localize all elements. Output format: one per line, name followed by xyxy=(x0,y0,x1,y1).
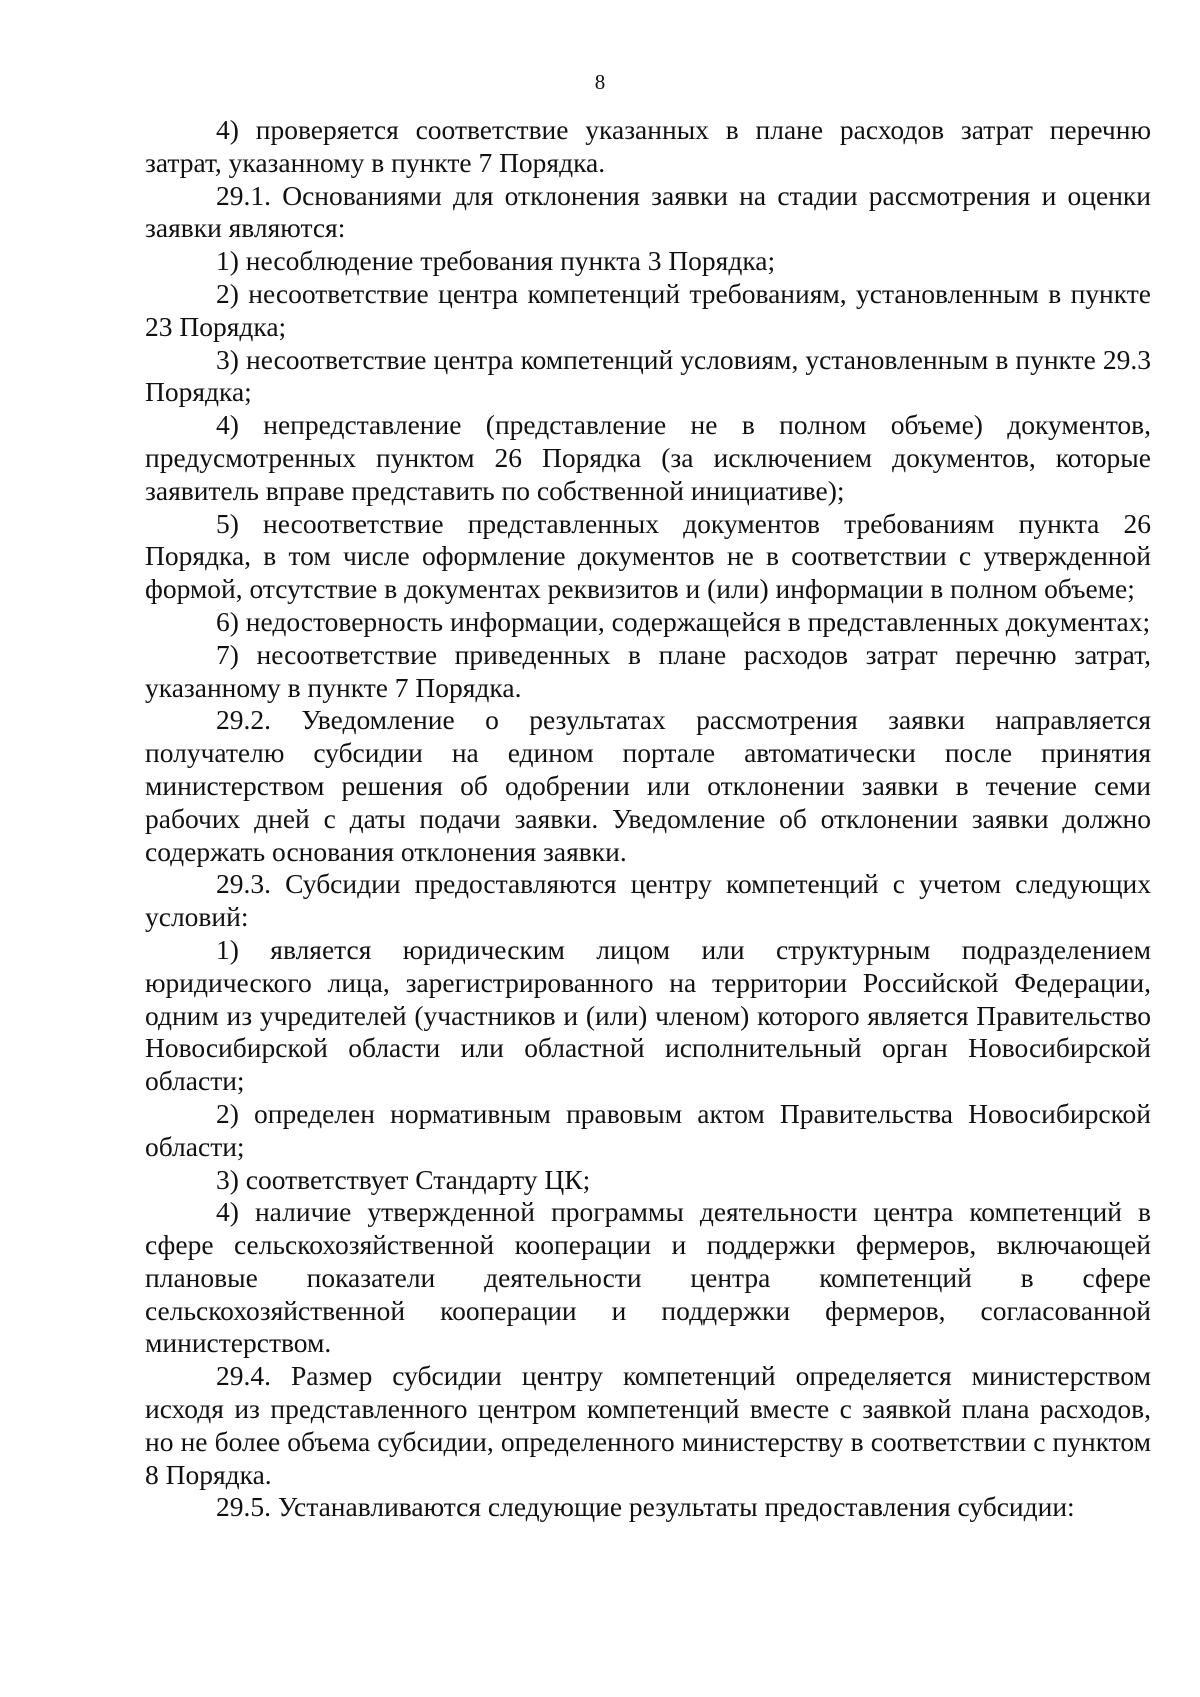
list-item-29-3-2: 2) определен нормативным правовым актом Правительства Новосибирской области; xyxy=(145,1097,1151,1162)
list-item-29-1-4: 4) непредставление (представление не в полном объеме) документов, предусмотренных пунктом 26 Порядка (за исключением документов, которые заявитель вправе представить по собственной инициативе); xyxy=(145,409,1151,506)
list-item-29-1-1: 1) несоблюдение требования пункта 3 Порядка; xyxy=(216,245,776,277)
list-item-29-1-6: 6) недостоверность информации, содержащейся в представленных документах; xyxy=(216,605,1151,637)
page-number: 8 xyxy=(594,70,606,94)
paragraph-29-4-subsidy-amount: 29.4. Размер субсидии центру компетенций определяется министерством исходя из представленного центром компетенций вместе с заявкой плана расходов, но не более объема субсидии, определенного министерству в соответствии с пунктом 8 Порядка. xyxy=(145,1360,1151,1490)
list-item-29-3-4: 4) наличие утвержденной программы деятельности центра компетенций в сфере сельскохозяйственной кооперации и поддержки фермеров, включающей плановые показатели деятельности центра компетенций в сфере сельскохозяйственной кооперации и поддержки фермеров, согласованной министерством. xyxy=(145,1196,1151,1359)
paragraph-29-3-conditions: 29.3. Субсидии предоставляются центру компетенций с учетом следующих условий: xyxy=(145,868,1151,933)
list-item-29-1-2: 2) несоответствие центра компетенций требованиям, установленным в пункте 23 Порядка; xyxy=(145,277,1151,342)
paragraph-29-2-notification: 29.2. Уведомление о результатах рассмотрения заявки направляется получателю субсидии на едином портале автоматически после принятия министерством решения об одобрении или отклонении заявки в течение семи рабочих дней с даты подачи заявки. Уведомление об отклонении заявки должно содержать основания отклонения заявки. xyxy=(145,704,1151,867)
paragraph-29-1-rejection-grounds: 29.1. Основаниями для отклонения заявки на стадии рассмотрения и оценки заявки являются: xyxy=(145,179,1151,244)
list-item-29-1-5: 5) несоответствие представленных документов требованиям пункта 26 Порядка, в том числе оформление документов не в соответствии с утвержденной формой, отсутствие в документах реквизитов и (или) информации в полном объеме; xyxy=(145,507,1151,605)
list-item-29-3-1: 1) является юридическим лицом или структурным подразделением юридического лица, зарегистрированного на территории Российской Федерации, одним из учредителей (участников и (или) членом) которого является Правительство Новосибирской области или областной исполнительный орган Новосибирской области; xyxy=(145,933,1151,1097)
list-item-29-1-3: 3) несоответствие центра компетенций условиям, установленным в пункте 29.3 Порядка; xyxy=(145,343,1151,408)
paragraph-4-expense-check: 4) проверяется соответствие указанных в плане расходов затрат перечню затрат, указанному в пункте 7 Порядка. xyxy=(145,114,1151,178)
document-body xyxy=(145,114,1151,1524)
list-item-29-1-7: 7) несоответствие приведенных в плане расходов затрат перечню затрат, указанному в пункте 7 Порядка. xyxy=(145,638,1151,703)
list-item-29-3-3: 3) соответствует Стандарту ЦК; xyxy=(216,1163,591,1195)
paragraph-29-5-results: 29.5. Устанавливаются следующие результаты предоставления субсидии: xyxy=(216,1491,1075,1523)
